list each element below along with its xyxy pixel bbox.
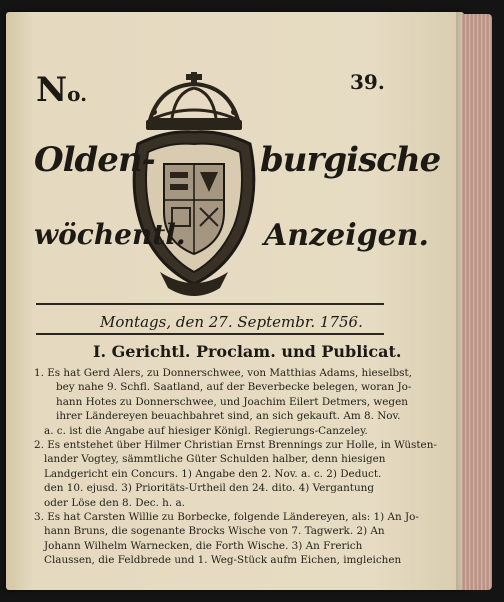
dateline: Montags, den 27. Septembr. 1756. [100, 313, 363, 331]
body-line: Johann Wilhelm Warnecken, die Forth Wische. 3) An Frerich [44, 539, 363, 552]
body-line: hann Hotes zu Donnerschwee, und Joachim Eilert Detmers, wegen [56, 395, 408, 408]
number-suffix: o. [67, 82, 88, 106]
article-body [34, 366, 437, 568]
issue-number: 39. [350, 70, 385, 94]
body-line: bey nahe 9. Schfl. Saatland, auf der Beverbecke belegen, woran Jo- [56, 381, 412, 394]
masthead-title-right: burgische [260, 140, 441, 180]
body-line: hann Bruns, die sogenante Brocks Wische von 7. Tagwerk. 2) An [44, 525, 385, 538]
number-prefix: N [36, 70, 68, 110]
body-line: a. c. ist die Angabe auf hiesiger Königl. Regierungs-Canzeley. [44, 424, 368, 437]
body-line: Claussen, die Feldbrede und 1. Weg-Stück aufm Eichen, imgleichen [44, 554, 402, 567]
body-line: lander Vogtey, sämmtliche Güter Schulden halber, denn hiesigen [44, 453, 386, 466]
masthead-title-left: Olden- [34, 140, 155, 180]
body-line: Landgericht ein Concurs. 1) Angabe den 2. Nov. a. c. 2) Deduct. [44, 467, 382, 480]
crown-icon [146, 72, 242, 130]
body-line: 2. Es entstehet über Hilmer Christian Ernst Brennings zur Holle, in Wüsten- [34, 439, 437, 452]
divider-bottom [36, 333, 384, 335]
masthead-subtitle-right: Anzeigen. [264, 218, 429, 253]
body-line: ihrer Ländereyen beuachbahret sind, an sich gekauft. Am 8. Nov. [56, 410, 401, 423]
issue-number-prefix [36, 70, 87, 110]
divider-top [36, 303, 384, 305]
body-line: oder Löse den 8. Dec. h. a. [44, 496, 185, 509]
body-line: den 10. ejusd. 3) Prioritäts-Urtheil den 24. dito. 4) Vergantung [44, 482, 374, 495]
masthead-subtitle-left: wöchentl. [34, 218, 186, 251]
body-line: 1. Es hat Gerd Alers, zu Donnerschwee, von Matthias Adams, hieselbst, [34, 367, 412, 379]
body-line: 3. Es hat Carsten Willie zu Borbecke, folgende Ländereyen, als: 1) An Jo- [34, 511, 419, 524]
coat-of-arms-crest [120, 72, 268, 297]
section-title: I. Gerichtl. Proclam. und Publicat. [93, 342, 402, 361]
page-edges [462, 14, 492, 590]
